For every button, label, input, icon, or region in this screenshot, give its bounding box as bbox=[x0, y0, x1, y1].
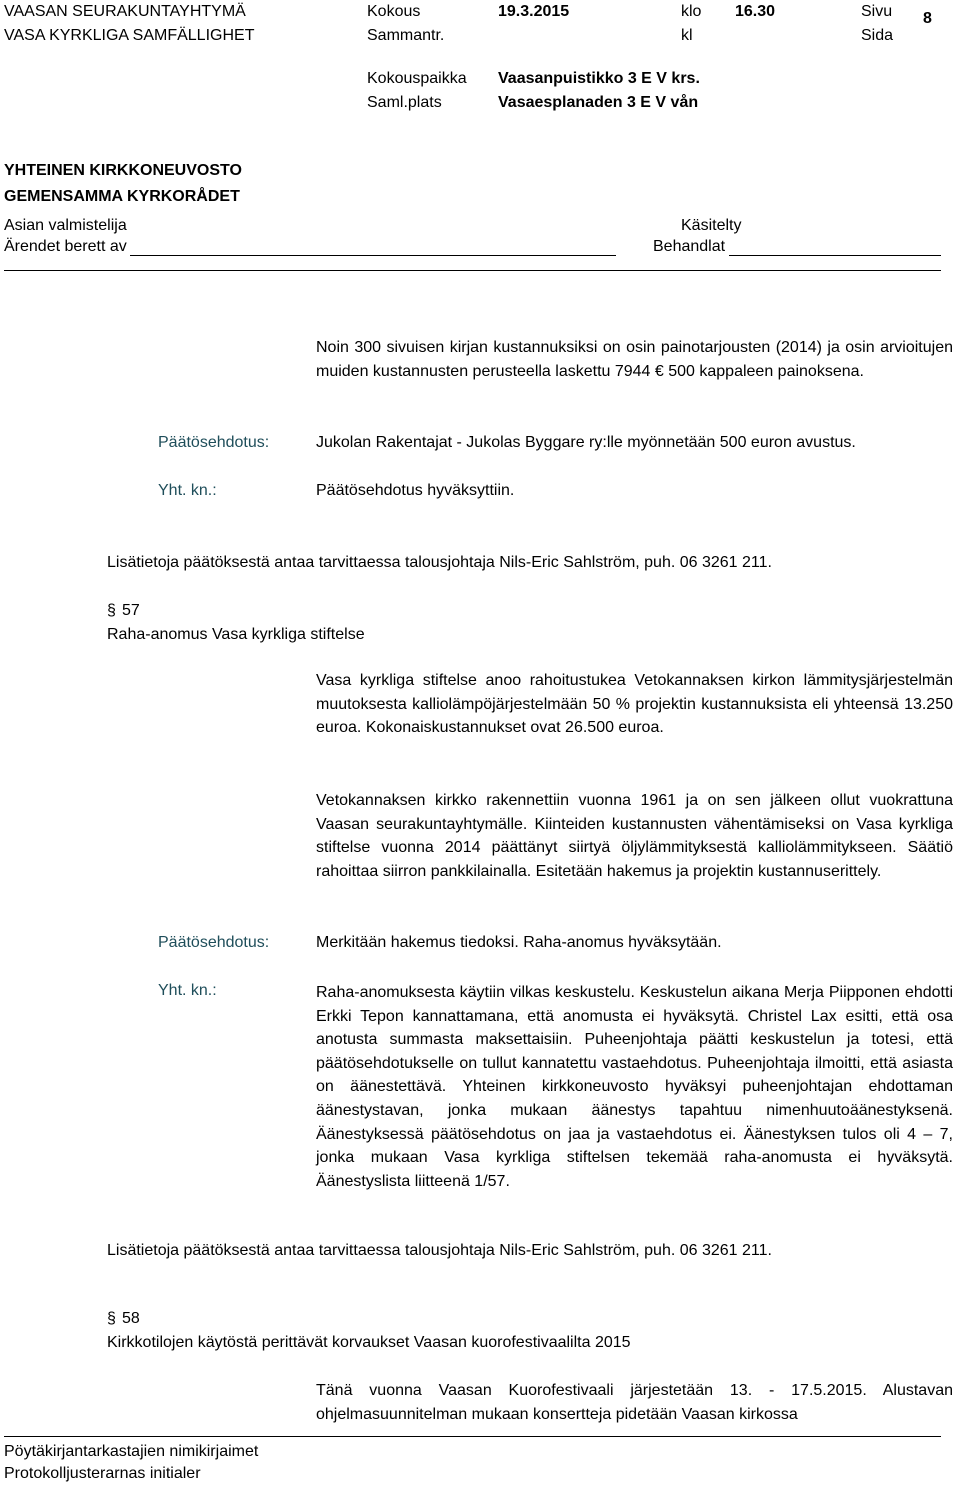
preparer-label-sv: Ärendet berett av bbox=[4, 238, 127, 255]
handled-label-sv: Behandlat bbox=[653, 238, 726, 255]
section-symbol-icon: § bbox=[107, 602, 116, 619]
section-paragraph: Vasa kyrkliga stiftelse anoo rahoitustukea Vetokannaksen kirkon lämmitysjärjestelmän muutoksesta kalliolämpöjärjestelmään 50 % projektin kustannuksista eli yhteensä 13.250 euroa. Kokonaiskustannukset ovat 26.500 euroa. bbox=[316, 672, 953, 737]
venue-label-sv: Saml.plats bbox=[367, 94, 442, 111]
preparer-label-fi: Asian valmistelija bbox=[4, 217, 127, 234]
proposal-text: Merkitään hakemus tiedoksi. Raha-anomus hyväksytään. bbox=[316, 934, 722, 951]
meeting-label-fi: Kokous bbox=[367, 3, 421, 20]
footer-initials-fi: Pöytäkirjantarkastajien nimikirjaimet bbox=[4, 1443, 259, 1460]
section-paragraph: Vetokannaksen kirkko rakennettiin vuonna 1961 ja on sen jälkeen ollut vuokrattuna Vaasan seurakuntayhtymälle. Kiinteiden kustannusten vähentämiseksi on Vasa kyrkliga stiftelse vuonna 2014 päättänyt siirtyä öljylämmityksestä kalliolämmitykseen. Säätiö rahoittaa siirron pankkilainalla. Esitetään hakemus ja projektin kustannuserittely. bbox=[316, 792, 953, 880]
page-label-sv: Sida bbox=[861, 27, 894, 44]
board-label: Yht. kn.: bbox=[158, 482, 217, 499]
time-label-sv: kl bbox=[681, 27, 693, 44]
council-name-fi: YHTEINEN KIRKKONEUVOSTO bbox=[4, 162, 242, 179]
info-contact: Lisätietoja päätöksestä antaa tarvittaessa talousjohtaja Nils-Eric Sahlström, puh. 06 3261 211. bbox=[107, 1242, 772, 1259]
board-decision: Raha-anomuksesta käytiin vilkas keskustelu. Keskustelun aikana Merja Piipponen ehdotti Erkki Tepon kannattamana, että anomusta ei hyväksytä. Christel Lax esitti, että osa anotusta summasta maksettaisiin. Puheenjohtaja päätti keskustelun ja totesi, että päätösehdotukselle on tullut kannatettu vastaehdotus. Puheenjohtaja ilmoitti, että asiasta on äänestettävä. Yhteinen kirkkoneuvosto hyväksyi puheenjohtajan ehdottaman äänestystavan, jonka mukaan äänestys tapahtuu nimenhuutoäänestyksenä. Äänestyksessä päätösehdotus on jaa ja vastaehdotus ei. Äänestyksen tulos oli 4 – 7, jonka mukaan Vasa kyrkliga stiftelsen tekemää raha-anomusta ei hyväksytä. Äänestyslista liitteenä 1/57. bbox=[316, 984, 953, 1190]
section-symbol-icon: § bbox=[107, 1310, 116, 1327]
handled-line bbox=[729, 255, 941, 256]
proposal-label: Päätösehdotus: bbox=[158, 434, 270, 451]
section-paragraph: Tänä vuonna Vaasan Kuorofestivaali järjestetään 13. - 17.5.2015. Alustavan ohjelmasuunnitelman mukaan konsertteja pidetään Vaasan kirkossa bbox=[316, 1382, 953, 1423]
meeting-label-sv: Sammantr. bbox=[367, 27, 445, 44]
proposal-text: Jukolan Rakentajat - Jukolas Byggare ry:lle myönnetään 500 euron avustus. bbox=[316, 434, 856, 451]
section-number: 57 bbox=[122, 602, 140, 619]
org-name-fi: VAASAN SEURAKUNTAYHTYMÄ bbox=[4, 3, 246, 20]
header-divider bbox=[4, 270, 941, 271]
board-label: Yht. kn.: bbox=[158, 982, 217, 999]
meeting-time: 16.30 bbox=[735, 3, 776, 20]
preparer-line bbox=[130, 255, 616, 256]
handled-label-fi: Käsitelty bbox=[681, 217, 742, 234]
page-label-fi: Sivu bbox=[861, 3, 893, 20]
section-number: 58 bbox=[122, 1310, 140, 1327]
section-title: Kirkkotilojen käytöstä perittävät korvaukset Vaasan kuorofestivaalilta 2015 bbox=[107, 1334, 631, 1351]
council-name-sv: GEMENSAMMA KYRKORÅDET bbox=[4, 188, 240, 205]
board-decision: Päätösehdotus hyväksyttiin. bbox=[316, 482, 515, 499]
time-label-fi: klo bbox=[681, 3, 702, 20]
venue-sv: Vasaesplanaden 3 E V vån bbox=[498, 94, 699, 111]
footer-initials-sv: Protokolljusterarnas initialer bbox=[4, 1465, 201, 1482]
meeting-date: 19.3.2015 bbox=[498, 3, 570, 20]
section-title: Raha-anomus Vasa kyrkliga stiftelse bbox=[107, 626, 365, 643]
org-name-sv: VASA KYRKLIGA SAMFÄLLIGHET bbox=[4, 27, 255, 44]
footer-divider bbox=[4, 1436, 941, 1437]
intro-paragraph: Noin 300 sivuisen kirjan kustannuksiksi on osin painotarjousten (2014) ja osin arvioitujen muiden kustannusten perusteella laskettu 7944 € 500 kappaleen painoksena. bbox=[316, 339, 953, 380]
info-contact: Lisätietoja päätöksestä antaa tarvittaessa talousjohtaja Nils-Eric Sahlström, puh. 06 3261 211. bbox=[107, 554, 772, 571]
venue-fi: Vaasanpuistikko 3 E V krs. bbox=[498, 70, 700, 87]
proposal-label: Päätösehdotus: bbox=[158, 934, 270, 951]
venue-label-fi: Kokouspaikka bbox=[367, 70, 467, 87]
page-number: 8 bbox=[923, 10, 932, 27]
